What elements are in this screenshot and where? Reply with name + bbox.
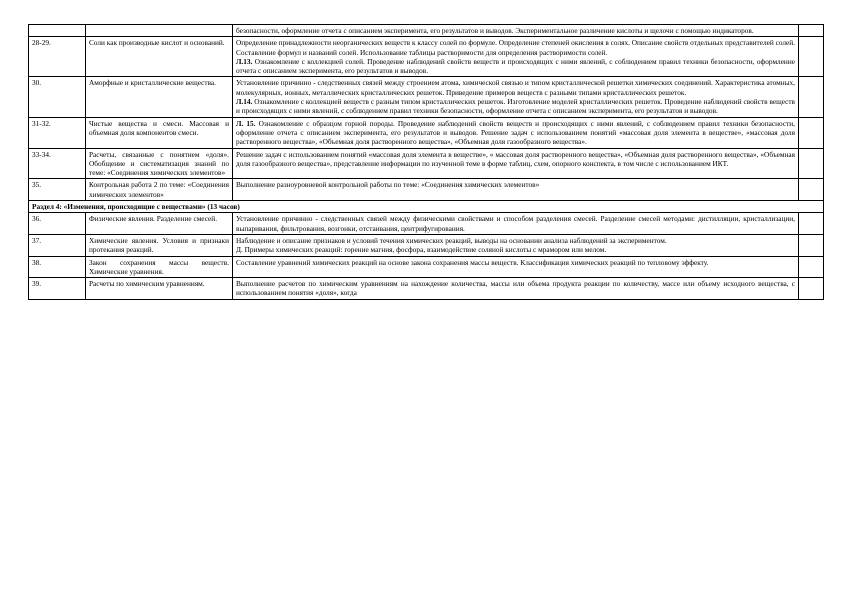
activity-paragraph [236,57,795,76]
lesson-number: 37. [29,234,86,256]
lesson-topic: Физические явления. Разделение смесей. [86,213,233,235]
lesson-number: 38. [29,256,86,278]
activity-paragraph [236,214,795,233]
activity-text: Наблюдение и описание признаков и условий течения химических реакций, выводы на основании анализа наблюдений за экспериментом. [236,235,667,245]
activity-description [233,148,799,179]
activity-description [233,25,799,37]
activity-description [233,117,799,148]
control-column-cell [799,179,824,201]
table-section [29,201,824,213]
lab-work-label: Л.14. [236,97,253,107]
lesson-number: 35. [29,179,86,201]
activity-text: Установление причинно - следственных связей между физическими свойствами и способом разделения смесей. Разделение смесей методами: дистилляции, кристаллизации, выпаривания, фильтрования, возгонки, отстаивания, центрифугирования. [236,214,795,233]
activity-paragraph [236,150,795,169]
table-row [29,256,824,278]
table-row [29,179,824,201]
lesson-number: 31-32. [29,117,86,148]
lesson-topic: Контрольная работа 2 по теме: «Соединения химических элементов» [86,179,233,201]
activity-text: безопасности, оформление отчета с описанием эксперимента, его результатов и выводов. Экспериментальное различение кислоты и щелочи с помощью индикаторов. [236,26,754,35]
activity-description [233,37,799,77]
document-page [28,24,824,300]
table-row [29,25,824,37]
control-column-cell [799,37,824,77]
table-row [29,77,824,117]
table-row [29,148,824,179]
activity-text: Определение принадлежности неорганических веществ к классу солей по формуле. Определение степеней окисления в солях. Описание свойств отдельных представителей солей. Составление формул и названий солей. Использование таблицы растворимости для определения растворимости солей. [236,38,795,57]
lesson-topic: Расчеты по химическим уравнениям. [86,278,233,300]
lesson-number: 33-34. [29,148,86,179]
table-row [29,278,824,300]
activity-paragraph [236,78,795,97]
activity-text: Ознакомление с образцом горной породы. Проведение наблюдений свойств веществ и происходящих с ними явлений, с соблюдением правил техники безопасности, оформление отчета с описанием эксперимента, его результатов и выводов. Решение задач с использованием понятий «массовая доля элемента в веществе», «массовая доля растворенного вещества», «Объемная доля растворенного вещества», «Объемная доля газообразного вещества». [236,118,795,147]
table-row [29,37,824,77]
activity-paragraph [236,236,795,245]
lesson-number: 36. [29,213,86,235]
table-body-part1 [29,25,824,201]
activity-paragraph [236,26,795,35]
activity-text: Выполнение расчетов по химическим уравнениям на нахождение количества, массы или объема продукта реакции по количеству, массе или объему исходного вещества, с использованием понятия «доля», когда [236,279,795,298]
control-column-cell [799,77,824,117]
curriculum-table [28,24,824,300]
activity-paragraph [236,97,795,116]
activity-text: Ознакомление с коллекцией веществ с разным типом кристаллических решеток. Изготовление моделей кристаллических решеток. Проведение наблюдений свойств веществ и происходящих с ними явлений, с соблюдением правил техники безопасности, оформление отчета с описанием эксперимента, его результатов и выводов. [236,97,795,116]
control-column-cell [799,25,824,37]
activity-description [233,213,799,235]
table-body-part2 [29,213,824,299]
activity-description [233,179,799,201]
lesson-topic: Соли как производные кислот и оснований. [86,37,233,77]
activity-paragraph [236,258,795,267]
activity-text: Ознакомление с коллекцией солей. Проведение наблюдений свойств веществ и происходящих с ними явлений, с соблюдением правил техники безопасности, оформление отчета с описанием эксперимента, его результатов и выводов. [236,56,795,76]
lesson-topic: Закон сохранения массы веществ. Химические уравнения. [86,256,233,278]
control-column-cell [799,213,824,235]
section-title: Раздел 4: «Изменения, происходящие с веществами» (13 часов) [29,201,824,213]
table-row [29,234,824,256]
lesson-number: 30. [29,77,86,117]
lesson-topic: Химические явления. Условия и признаки протекания реакций. [86,234,233,256]
control-column-cell [799,148,824,179]
lesson-number [29,25,86,37]
activity-text: Установление причинно - следственных связей между строением атома, химической связью и типом кристаллической решетки химических соединений. Характеристика атомных, молекулярных, ионных, металлических кристаллических решеток. Приведение примеров веществ с разными типами кристаллических решеток. [236,78,795,97]
activity-paragraph [236,279,795,298]
table-row [29,117,824,148]
control-column-cell [799,256,824,278]
lesson-topic [86,25,233,37]
lesson-number: 39. [29,278,86,300]
activity-paragraph [236,245,795,254]
activity-text: Выполнение разноуровневой контрольной работы по теме: «Соединения химических элементов» [236,180,540,190]
activity-text: Составление уравнений химических реакций на основе закона сохранения массы веществ. Классификация химических реакций по тепловому эффекту. [236,257,709,267]
activity-text: Д. Примеры химических реакций: горение магния, фосфора, взаимодействие соляной кислоты с мрамором или мелом. [236,245,607,255]
activity-paragraph [236,119,795,147]
activity-description [233,77,799,117]
lesson-topic: Расчеты, связанные с понятием «доля». Обобщение и систематизация знаний по теме: «Соединения химических элементов» [86,148,233,179]
activity-text: Решение задач с использованием понятий «массовая доля элемента в веществе», « массовая доля растворенного вещества», «Объемная доля растворенного вещества», «Объемная доля газообразного вещества», представление информации по изученной теме в форме таблиц, схем, опорного конспекта, в том числе с использованием ИКТ. [236,149,795,168]
lesson-topic: Чистые вещества и смеси. Массовая и объемная доля компонентов смеси. [86,117,233,148]
activity-description [233,234,799,256]
lesson-topic: Аморфные и кристаллические вещества. [86,77,233,117]
lab-work-label: Л. 15. [236,118,256,128]
activity-paragraph [236,180,795,189]
section-row [29,201,824,213]
lab-work-label: Л.13. [236,56,253,66]
control-column-cell [799,234,824,256]
activity-description [233,256,799,278]
table-row [29,213,824,235]
control-column-cell [799,278,824,300]
lesson-number: 28-29. [29,37,86,77]
activity-paragraph [236,38,795,57]
control-column-cell [799,117,824,148]
activity-description [233,278,799,300]
